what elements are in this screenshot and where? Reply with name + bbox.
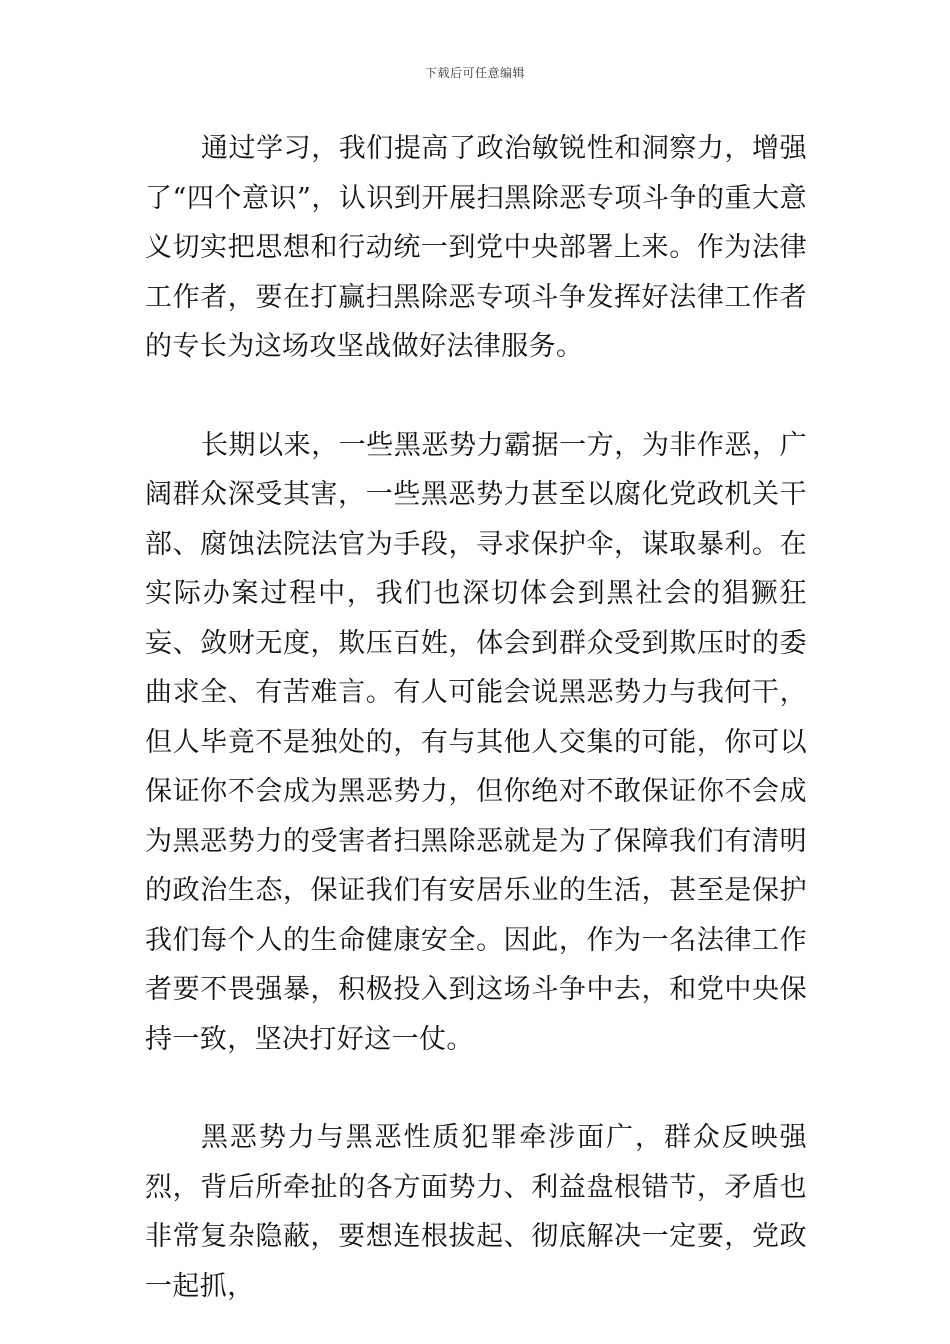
document-body — [145, 124, 807, 1311]
paragraph-2: 长期以来，一些黑恶势力霸据一方，为非作恶，广阔群众深受其害，一些黑恶势力甚至以腐化党政机关干部、腐蚀法院法官为手段，寻求保护伞，谋取暴利。在实际办案过程中，我们也深切体会到黑社会的猖獗狂妄、敛财无度，欺压百姓，体会到群众受到欺压时的委曲求全、有苦难言。有人可能会说黑恶势力与我何干，但人毕竟不是独处的，有与其他人交集的可能，你可以保证你不会成为黑恶势力，但你绝对不敢保证你不会成为黑恶势力的受害者扫黑除恶就是为了保障我们有清明的政治生态，保证我们有安居乐业的生活，甚至是保护我们每个人的生命健康安全。因此，作为一名法律工作者要不畏强暴，积极投入到这场斗争中去，和党中央保持一致，坚决打好这一仗。 — [145, 429, 807, 1055]
paragraph-1: 通过学习，我们提高了政治敏锐性和洞察力，增强了“四个意识”，认识到开展扫黑除恶专项斗争的重大意义切实把思想和行动统一到党中央部署上来。作为法律工作者，要在打赢扫黑除恶专项斗争发挥好法律工作者的专长为这场攻坚战做好法律服务。 — [145, 133, 807, 362]
page-header: 下载后可任意编辑 — [424, 66, 525, 80]
paragraph-3: 黑恶势力与黑恶性质犯罪牵涉面广，群众反映强烈，背后所牵扯的各方面势力、利益盘根错节，矛盾也非常复杂隐蔽，要想连根拔起、彻底解决一定要，党政一起抓， — [145, 1122, 807, 1302]
